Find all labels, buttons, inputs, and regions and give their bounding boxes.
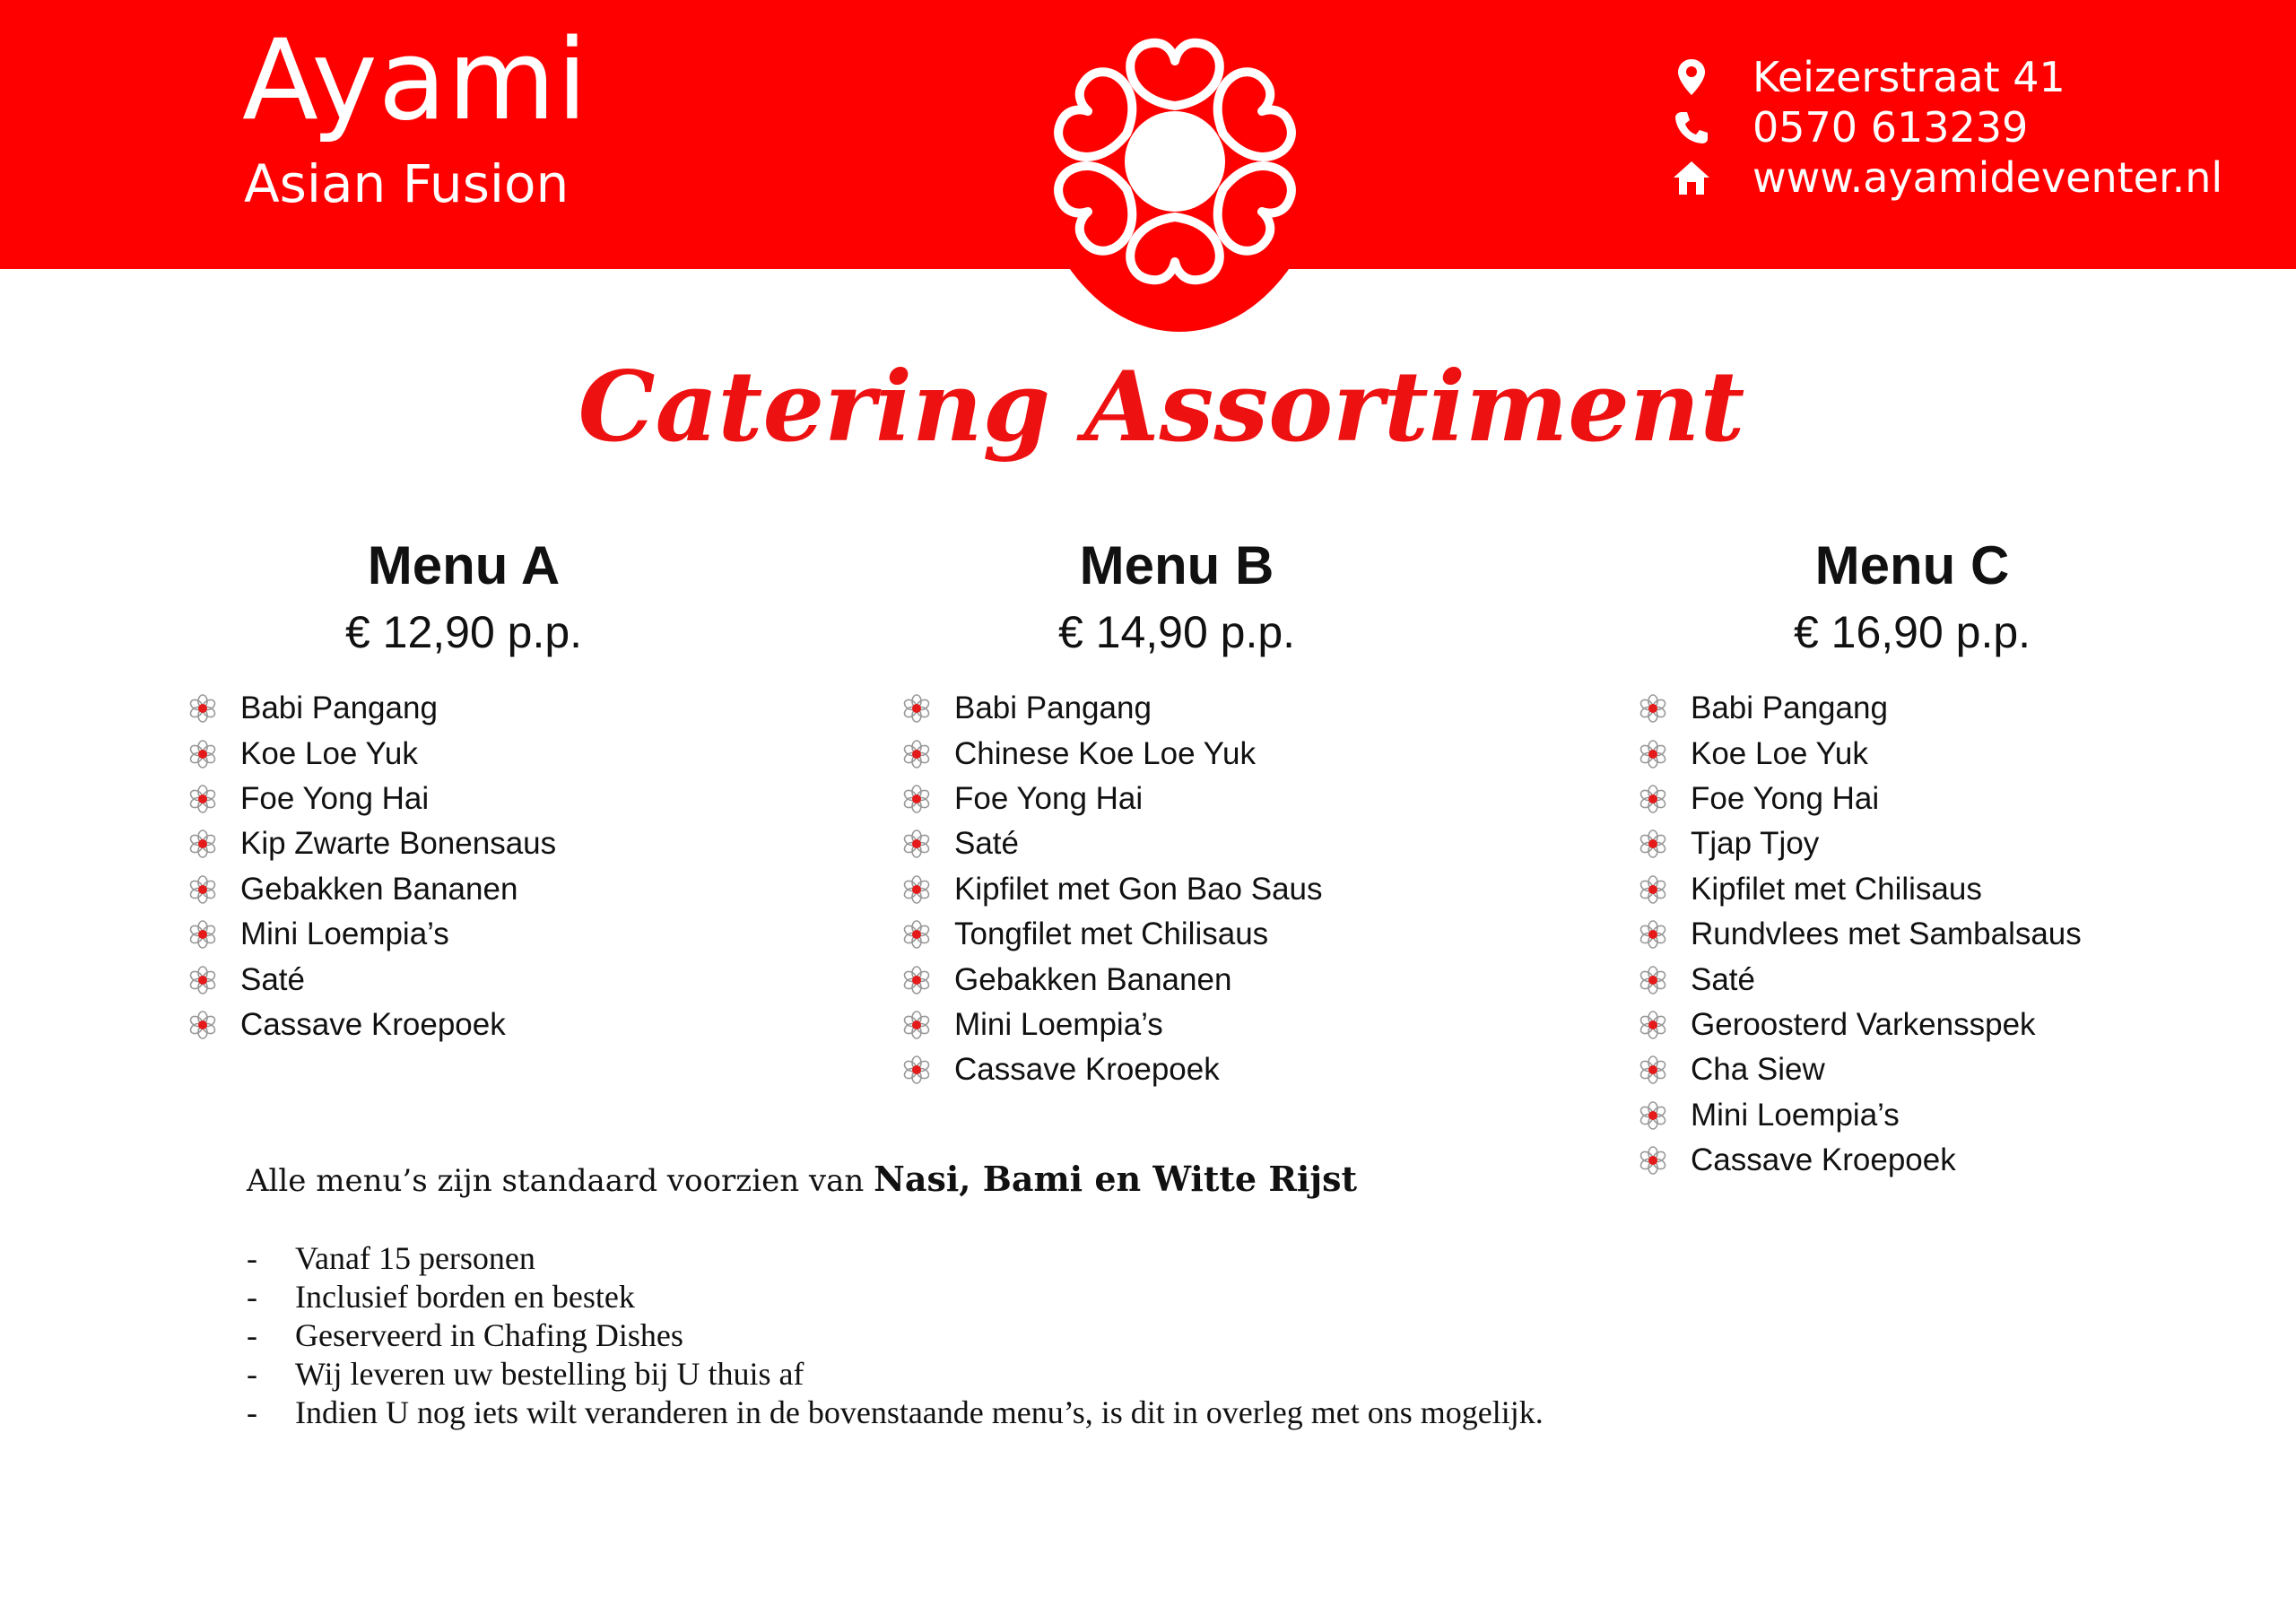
flower-bullet-icon	[1639, 1146, 1667, 1175]
menu-item-label: Saté	[1691, 961, 1755, 997]
menu-item	[902, 867, 1500, 912]
menu-item-label: Cassave Kroepoek	[240, 1006, 506, 1042]
menu-a-header	[141, 534, 787, 666]
menu-item	[902, 777, 1500, 821]
flower-bullet-icon	[188, 785, 217, 813]
menu-item	[188, 1003, 787, 1047]
menu-b-header	[854, 534, 1500, 666]
menu-item	[902, 686, 1500, 731]
menu-item-label: Gebakken Bananen	[240, 871, 518, 907]
flower-bullet-icon	[1639, 1101, 1667, 1130]
flower-bullet-icon	[188, 1011, 217, 1039]
menu-item-label: Koe Loe Yuk	[1691, 735, 1868, 771]
menu-title: Menu B	[1079, 535, 1274, 595]
brand-name: Ayami	[242, 16, 589, 145]
brand-subtitle: Asian Fusion	[244, 153, 570, 214]
flower-bullet-icon	[1639, 1011, 1667, 1039]
menu-item	[902, 912, 1500, 957]
menu-item	[1639, 867, 2235, 912]
contact-address	[1670, 52, 2222, 102]
flower-bullet-icon	[902, 740, 931, 769]
menu-price: € 14,90 p.p.	[1057, 607, 1296, 657]
condition-item: - Wij leveren uw bestelling bij U thuis af	[247, 1356, 804, 1392]
flower-bullet-icon	[188, 740, 217, 769]
flower-bullet-icon	[188, 875, 217, 904]
menu-item	[902, 731, 1500, 776]
flower-bullet-icon	[188, 829, 217, 858]
menu-item	[902, 1003, 1500, 1047]
menu-items	[1639, 686, 2235, 1183]
menu-item	[1639, 821, 2235, 866]
menu-item-label: Babi Pangang	[240, 690, 438, 726]
menu-item-label: Mini Loempia’s	[240, 916, 449, 952]
menu-c-header	[1589, 534, 2235, 666]
flower-bullet-icon	[1639, 966, 1667, 994]
conditions-list	[247, 1239, 1544, 1432]
menu-item	[902, 1047, 1500, 1092]
contact-website	[1670, 152, 2222, 203]
flower-bullet-icon	[1639, 785, 1667, 813]
menu-item-label: Mini Loempia’s	[1691, 1097, 1900, 1133]
menu-item	[188, 777, 787, 821]
flower-bullet-icon	[1639, 1055, 1667, 1084]
menu-item-label: Chinese Koe Loe Yuk	[954, 735, 1257, 771]
menu-item	[1639, 777, 2235, 821]
menu-item-label: Kipfilet met Chilisaus	[1691, 871, 1982, 907]
menu-item-label: Kipfilet met Gon Bao Saus	[954, 871, 1323, 907]
contact-phone	[1670, 102, 2222, 152]
menu-c	[1589, 534, 2235, 1183]
menu-item-label: Cassave Kroepoek	[954, 1052, 1220, 1088]
menu-item	[188, 686, 787, 731]
flower-bullet-icon	[1639, 875, 1667, 904]
menu-item	[1639, 957, 2235, 1002]
menu-item-label: Babi Pangang	[954, 690, 1152, 726]
menu-item	[902, 957, 1500, 1002]
flower-bullet-icon	[1639, 740, 1667, 769]
flower-bullet-icon	[902, 875, 931, 904]
menu-item-label: Saté	[954, 826, 1019, 862]
contact-block	[1670, 52, 2222, 203]
website-text: www.ayamideventer.nl	[1752, 153, 2223, 202]
menu-item	[188, 867, 787, 912]
menu-item	[188, 821, 787, 866]
condition-item: - Vanaf 15 personen	[247, 1240, 535, 1276]
menu-item-label: Foe Yong Hai	[240, 780, 430, 816]
menu-item	[1639, 731, 2235, 776]
condition-item: - Indien U nog iets wilt veranderen in de bovenstaande menu’s, is dit in overleg met ons mogelijk.	[247, 1394, 1544, 1430]
menu-item-label: Kip Zwarte Bonensaus	[240, 826, 557, 862]
menu-items	[902, 686, 1500, 1093]
note-text: Alle menu’s zijn standaard voorzien van	[247, 1163, 874, 1199]
menu-item	[1639, 1047, 2235, 1092]
flower-bullet-icon	[902, 1055, 931, 1084]
flower-bullet-icon	[902, 920, 931, 949]
menu-price: € 16,90 p.p.	[1793, 607, 2031, 657]
menu-price: € 12,90 p.p.	[344, 607, 583, 657]
phone-text: 0570 613239	[1752, 103, 2029, 152]
flower-bullet-icon	[188, 920, 217, 949]
condition-item: - Inclusief borden en bestek	[247, 1279, 635, 1315]
standard-sides-note	[247, 1159, 1357, 1199]
address-text: Keizerstraat 41	[1752, 53, 2066, 101]
menu-item-label: Gebakken Bananen	[954, 961, 1232, 997]
flower-bullet-icon	[902, 966, 931, 994]
menu-a	[141, 534, 787, 1047]
menu-item-label: Foe Yong Hai	[954, 780, 1144, 816]
note-bold: Nasi, Bami en Witte Rijst	[874, 1159, 1358, 1199]
flower-bullet-icon	[1639, 694, 1667, 723]
menu-item	[902, 821, 1500, 866]
menu-item	[1639, 1138, 2235, 1183]
location-pin-icon	[1670, 56, 1713, 99]
flower-bullet-icon	[902, 829, 931, 858]
menu-item	[188, 957, 787, 1002]
menu-item-label: Koe Loe Yuk	[240, 735, 418, 771]
menu-items	[188, 686, 787, 1047]
flower-bullet-icon	[902, 785, 931, 813]
phone-icon	[1670, 106, 1713, 149]
home-icon	[1670, 156, 1713, 199]
menu-item-label: Foe Yong Hai	[1691, 780, 1880, 816]
menu-title: Menu C	[1814, 535, 2010, 595]
flower-bullet-icon	[188, 694, 217, 723]
menu-item	[1639, 686, 2235, 731]
menu-item-label: Cha Siew	[1691, 1052, 1825, 1088]
flower-bullet-icon	[1639, 829, 1667, 858]
menu-item-label: Cassave Kroepoek	[1691, 1142, 1956, 1178]
menu-title: Menu A	[367, 535, 561, 595]
flower-bullet-icon	[902, 694, 931, 723]
page-title: Catering Assortiment	[578, 351, 1745, 464]
menu-item	[188, 731, 787, 776]
menu-item-label: Rundvlees met Sambalsaus	[1691, 916, 2082, 952]
condition-item: - Geserveerd in Chafing Dishes	[247, 1317, 683, 1353]
menu-item-label: Tjap Tjoy	[1691, 826, 1820, 862]
menu-item	[1639, 1093, 2235, 1138]
menu-item	[1639, 912, 2235, 957]
menu-item-label: Mini Loempia’s	[954, 1006, 1163, 1042]
flower-bullet-icon	[188, 966, 217, 994]
menu-item-label: Tongfilet met Chilisaus	[954, 916, 1269, 952]
menu-item	[188, 912, 787, 957]
menu-item-label: Babi Pangang	[1691, 690, 1888, 726]
menu-b	[854, 534, 1500, 1093]
menu-item	[1639, 1003, 2235, 1047]
flower-bullet-icon	[902, 1011, 931, 1039]
menu-item-label: Geroosterd Varkensspek	[1691, 1006, 2036, 1042]
menu-item-label: Saté	[240, 961, 305, 997]
flower-bullet-icon	[1639, 920, 1667, 949]
flower-icon	[1040, 27, 1309, 296]
